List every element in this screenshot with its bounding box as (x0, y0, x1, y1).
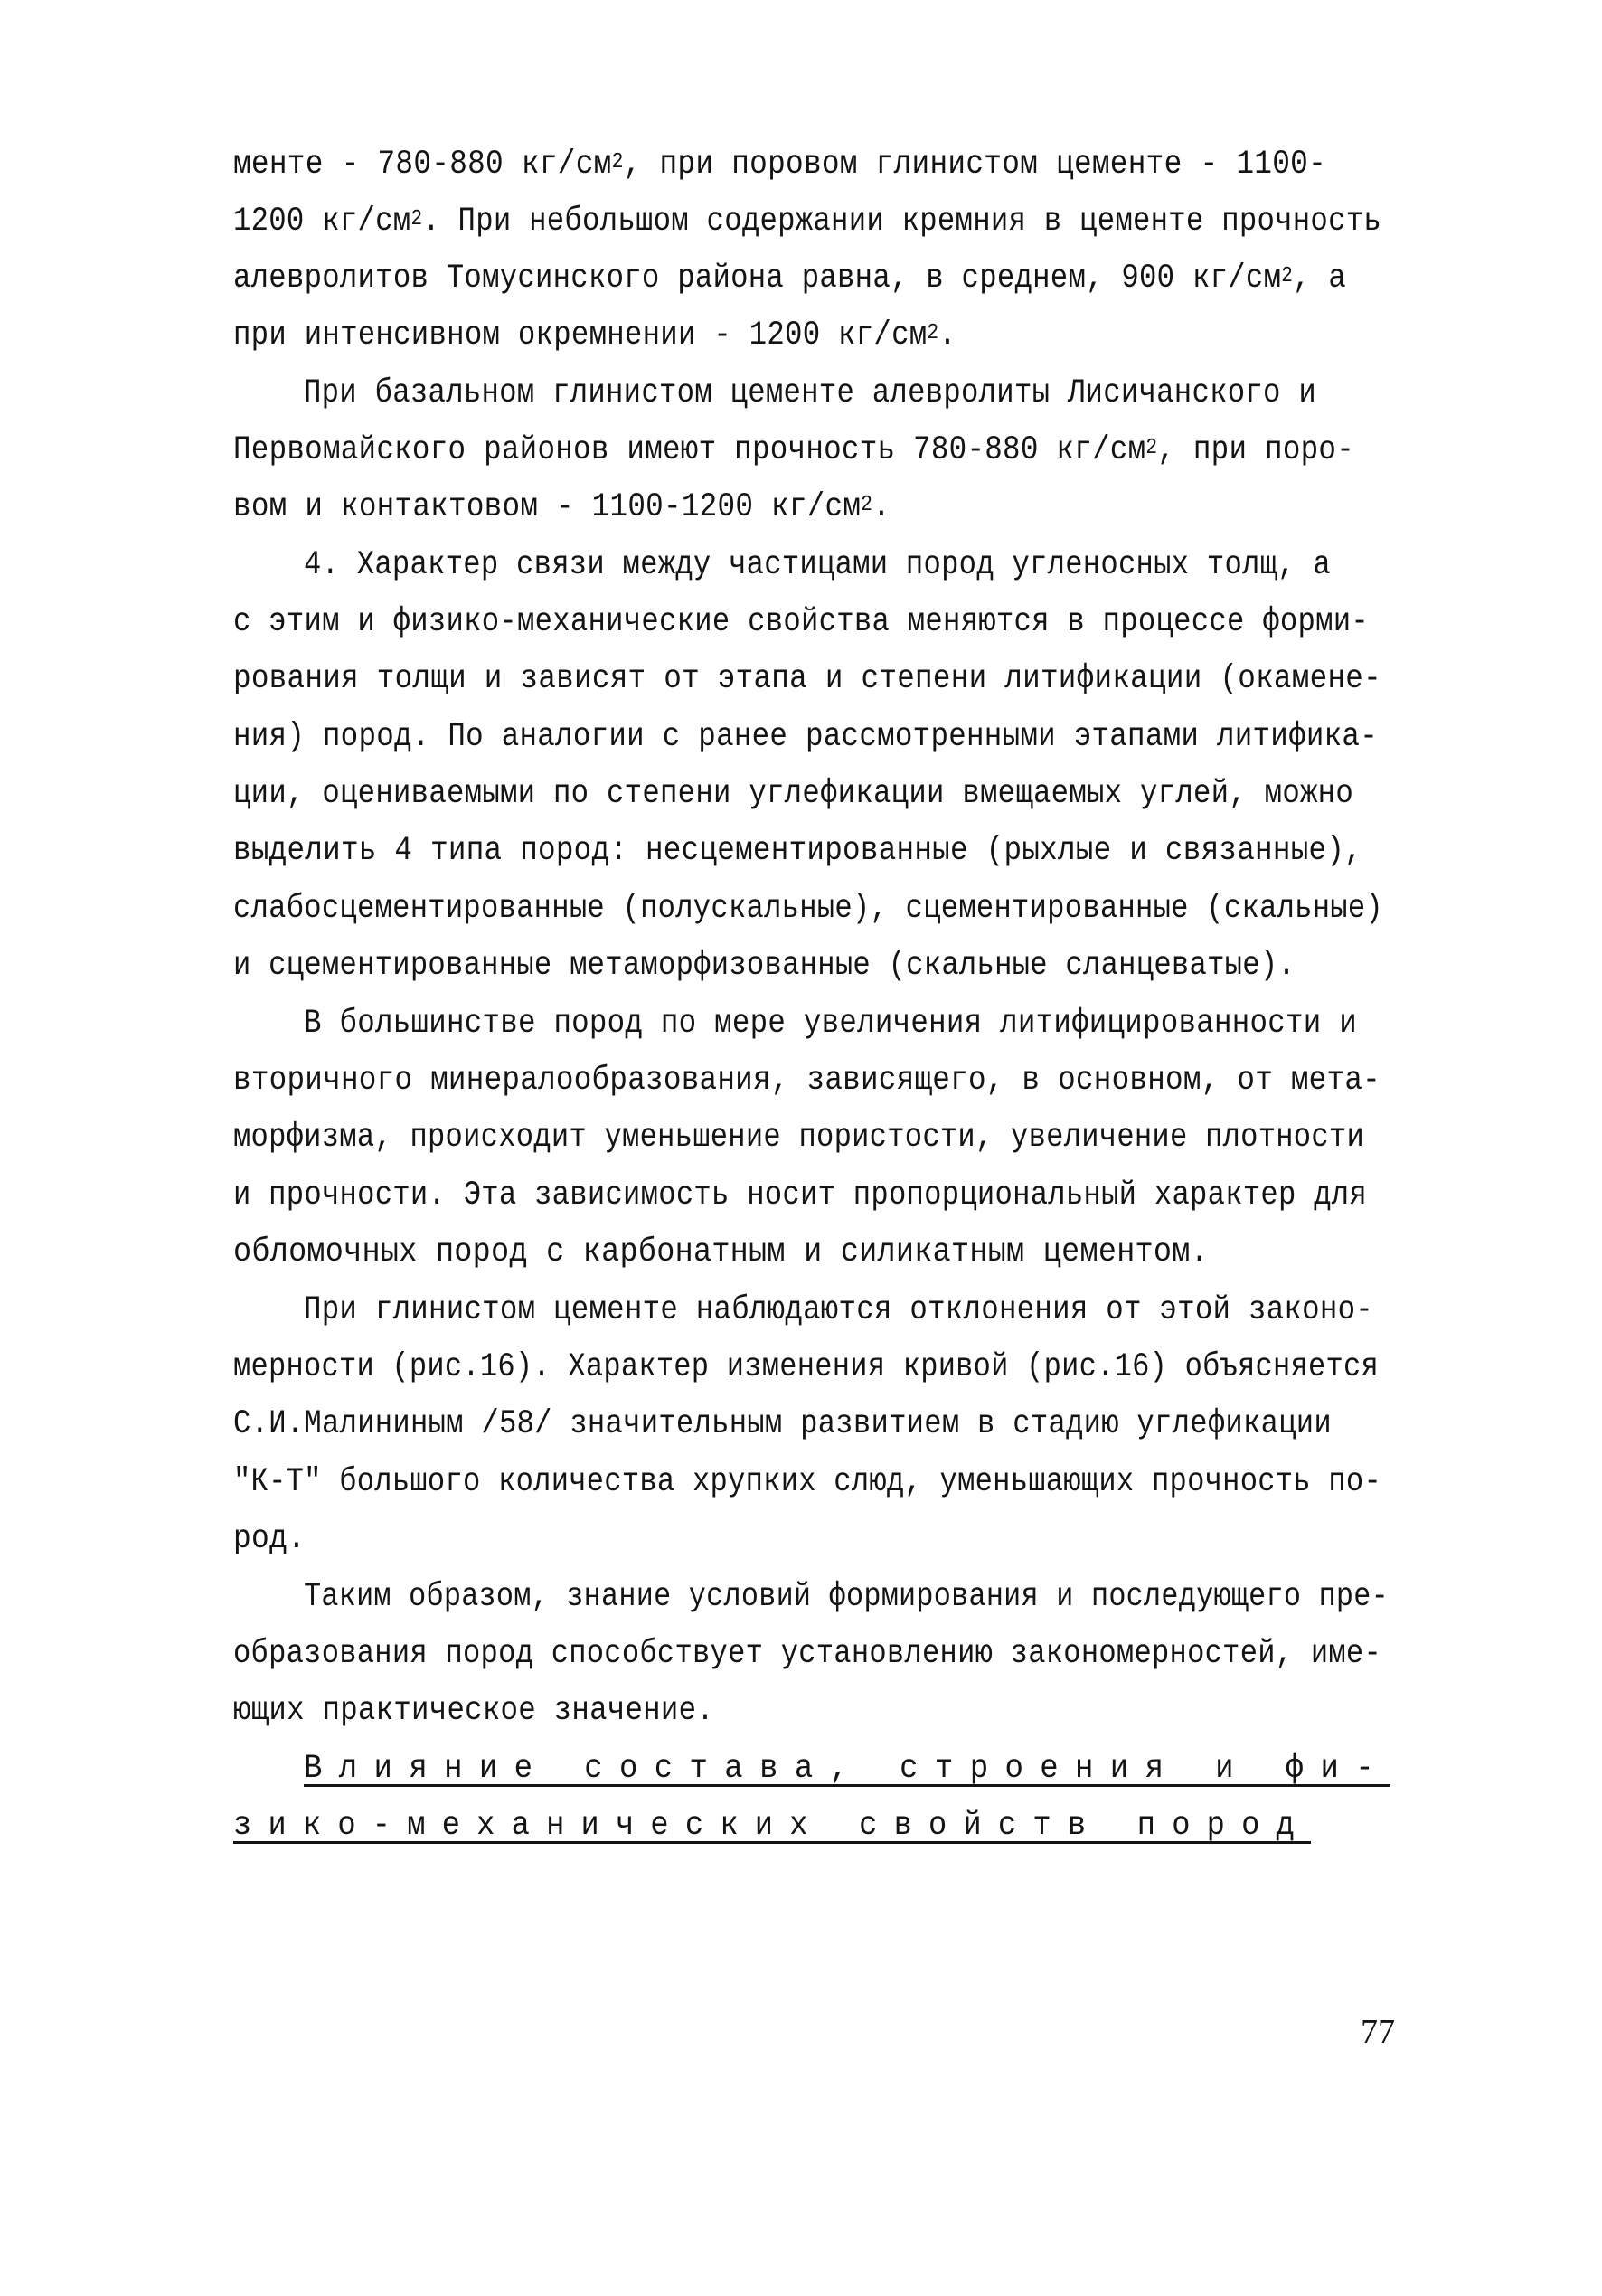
text-line: и сцементированные метаморфизованные (скальные сланцеватые). (233, 947, 1296, 985)
superscript-2: 2 (1145, 436, 1158, 460)
section-heading-line: Влияние состава, строения и фи- (304, 1750, 1390, 1788)
superscript-2: 2 (861, 493, 873, 517)
text-line: мерности (рис.16). Характер изменения кривой (рис.16) объясняется (233, 1348, 1379, 1386)
text-line: "К-Т" большого количества хрупких слюд, уменьшающих прочность по- (233, 1463, 1381, 1501)
text-line: и прочности. Эта зависимость носит пропорциональный характер для (233, 1176, 1367, 1214)
text-line: С.И.Малининым /58/ значительным развитием в стадию углефикации (233, 1405, 1332, 1443)
text-line: При базальном глинистом цементе алевролиты Лисичанского и (304, 374, 1316, 412)
text-line: морфизма, происходит уменьшение пористости, увеличение плотности (233, 1119, 1364, 1157)
text-line: ния) пород. По аналогии с ранее рассмотренными этапами литифика- (233, 718, 1378, 756)
text-line: рования толщи и зависят от этапа и степени литификации (окамене- (233, 660, 1381, 698)
text-line: Таким образом, знание условий формирования и последующего пре- (304, 1578, 1389, 1616)
text-line: выделить 4 типа пород: несцементированные (рыхлые и связанные), (233, 832, 1362, 870)
text-line: обломочных пород с карбонатным и силикатным цементом. (233, 1233, 1209, 1271)
text-line: При глинистом цементе наблюдаются отклонения от этой законо- (304, 1291, 1373, 1329)
text-line: с этим и физико-механические свойства меняются в процессе форми- (233, 603, 1369, 641)
page-number: 77 (1361, 2013, 1395, 2051)
text-line: слабосцементированные (полускальные), сцементированные (скальные) (233, 890, 1383, 928)
text-line: Первомайского районов имеют прочность 780-880 $кг/см^2$, при поро- (233, 431, 1354, 469)
text-line: при интенсивном окремнении - 1200 $кг/см^2$. (233, 317, 956, 354)
text-line: образования пород способствует установлению закономерностей, име- (233, 1635, 1381, 1673)
text-line: вом и контактовом - 1100-1200 $кг/см^2$. (233, 488, 891, 526)
text-line: 1200 $кг/см^2$. При небольшом содержании кремния в цементе прочность (233, 203, 1381, 241)
text-line: род. (233, 1520, 306, 1558)
section-heading-line: зико-механических свойств пород (233, 1807, 1311, 1845)
superscript-2: 2 (410, 207, 423, 231)
text-line: В большинстве пород по мере увеличения литифицированности и (304, 1005, 1357, 1043)
text-line: ющих практическое значение. (233, 1692, 714, 1730)
text-line: менте - 780-880 $кг/см^2$, при поровом глинистом цементе - 1100- (233, 146, 1326, 184)
text-line: алевролитов Томусинского района равна, в среднем, 900 $кг/см^2$, а (233, 260, 1346, 298)
text-line: вторичного минералообразования, зависящего, в основном, от мета- (233, 1062, 1381, 1100)
superscript-2: 2 (927, 321, 939, 345)
text-line: 4. Характер связи между частицами пород угленосных толщ, а (304, 546, 1331, 584)
text-line: ции, оцениваемыми по степени углефикации вмещаемых углей, можно (233, 775, 1353, 813)
superscript-2: 2 (611, 150, 624, 175)
superscript-2: 2 (1281, 264, 1294, 288)
